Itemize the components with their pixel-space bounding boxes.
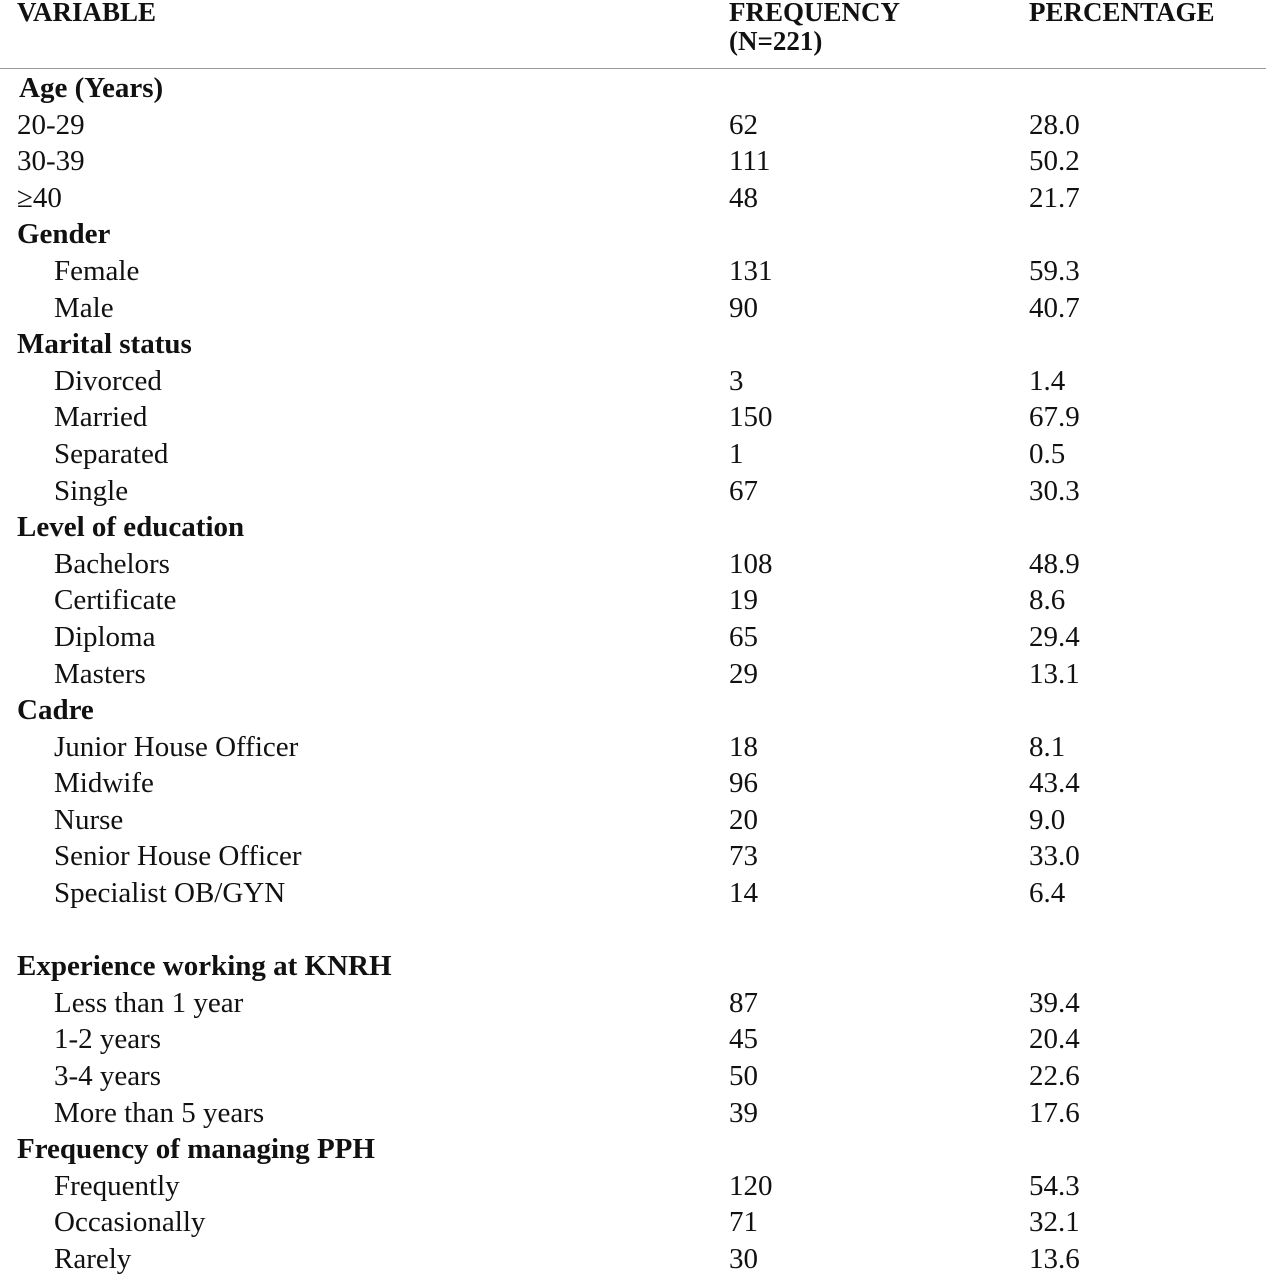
row-frequency: 90 — [729, 291, 758, 324]
row-label: Senior House Officer — [54, 840, 302, 873]
row-label: 20-29 — [17, 108, 85, 141]
row-frequency: 18 — [729, 730, 758, 763]
header-percentage: PERCENTAGE — [1029, 0, 1215, 27]
row-frequency: 50 — [729, 1060, 758, 1093]
table-row — [0, 765, 1266, 802]
row-label: Female — [54, 254, 140, 287]
row-percentage: 13.1 — [1029, 657, 1080, 690]
row-label: Separated — [54, 437, 169, 470]
row-percentage: 8.1 — [1029, 730, 1066, 763]
table-row — [0, 729, 1266, 766]
row-frequency: 39 — [729, 1096, 758, 1129]
row-frequency: 120 — [729, 1169, 773, 1202]
row-frequency: 14 — [729, 877, 758, 910]
row-label: 1-2 years — [54, 1023, 162, 1056]
row-frequency: 108 — [729, 547, 773, 580]
row-percentage: 48.9 — [1029, 547, 1080, 580]
section-title: Experience working at KNRH — [17, 950, 392, 983]
header-frequency-line1: FREQUENCY — [729, 0, 901, 27]
row-label: More than 5 years — [54, 1096, 265, 1129]
row-frequency: 65 — [729, 620, 758, 653]
row-label: Occasionally — [54, 1206, 206, 1239]
table-row — [0, 1204, 1266, 1241]
table-header — [0, 0, 1266, 69]
row-frequency: 150 — [729, 401, 773, 434]
section-title: Marital status — [17, 328, 192, 361]
table-row — [0, 546, 1266, 583]
row-percentage: 54.3 — [1029, 1169, 1080, 1202]
row-label: Specialist OB/GYN — [54, 877, 286, 910]
row-percentage: 17.6 — [1029, 1096, 1080, 1129]
table-row — [0, 1058, 1266, 1095]
table-row — [0, 985, 1266, 1022]
row-frequency: 67 — [729, 474, 758, 507]
row-percentage: 1.4 — [1029, 364, 1066, 397]
row-label: Nurse — [54, 803, 124, 836]
row-label: Rarely — [54, 1243, 132, 1275]
row-percentage: 21.7 — [1029, 181, 1080, 214]
table-row — [0, 363, 1266, 400]
row-percentage: 22.6 — [1029, 1060, 1080, 1093]
section-title: Gender — [17, 218, 111, 251]
row-percentage: 32.1 — [1029, 1206, 1080, 1239]
section-heading — [0, 948, 1266, 985]
row-label: Married — [54, 401, 148, 434]
row-frequency: 87 — [729, 986, 758, 1019]
table-row — [0, 582, 1266, 619]
table-row — [0, 1168, 1266, 1205]
table-row — [0, 290, 1266, 327]
table-row — [0, 143, 1266, 180]
row-label: Masters — [54, 657, 146, 690]
table-row — [0, 180, 1266, 217]
section-heading — [0, 1131, 1266, 1168]
row-percentage: 30.3 — [1029, 474, 1080, 507]
row-frequency: 131 — [729, 254, 773, 287]
row-percentage: 40.7 — [1029, 291, 1080, 324]
row-frequency: 29 — [729, 657, 758, 690]
table-row — [0, 1241, 1266, 1278]
row-frequency: 1 — [729, 437, 744, 470]
row-label: 3-4 years — [54, 1060, 162, 1093]
row-frequency: 96 — [729, 767, 758, 800]
table-row — [0, 1095, 1266, 1132]
section-heading — [0, 509, 1266, 546]
row-frequency: 62 — [729, 108, 758, 141]
row-label: Divorced — [54, 364, 162, 397]
table-row — [0, 399, 1266, 436]
row-percentage: 20.4 — [1029, 1023, 1080, 1056]
table-row — [0, 656, 1266, 693]
section-heading — [0, 216, 1266, 253]
header-variable: VARIABLE — [17, 0, 157, 27]
table-row — [0, 619, 1266, 656]
row-percentage: 6.4 — [1029, 877, 1066, 910]
blank-row — [0, 912, 1266, 949]
header-frequency — [729, 0, 900, 56]
table-body — [0, 70, 1266, 1278]
row-percentage: 59.3 — [1029, 254, 1080, 287]
row-label: Single — [54, 474, 129, 507]
row-label: Bachelors — [54, 547, 170, 580]
row-percentage: 33.0 — [1029, 840, 1080, 873]
row-label: ≥40 — [17, 181, 62, 214]
section-heading — [0, 326, 1266, 363]
section-title: Frequency of managing PPH — [17, 1133, 375, 1166]
table-row — [0, 802, 1266, 839]
row-frequency: 71 — [729, 1206, 758, 1239]
section-heading — [0, 70, 1266, 107]
table-row — [0, 1021, 1266, 1058]
row-frequency: 20 — [729, 803, 758, 836]
table-row — [0, 436, 1266, 473]
row-percentage: 9.0 — [1029, 803, 1066, 836]
row-frequency: 73 — [729, 840, 758, 873]
section-title: Age (Years) — [19, 72, 164, 104]
row-percentage: 28.0 — [1029, 108, 1080, 141]
table-row — [0, 875, 1266, 912]
section-title: Level of education — [17, 511, 245, 544]
row-frequency: 30 — [729, 1243, 758, 1275]
row-percentage: 8.6 — [1029, 584, 1066, 617]
row-frequency: 111 — [729, 145, 771, 178]
row-percentage: 43.4 — [1029, 767, 1080, 800]
row-percentage: 50.2 — [1029, 145, 1080, 178]
row-percentage: 13.6 — [1029, 1243, 1080, 1275]
row-label: Less than 1 year — [54, 986, 244, 1019]
row-frequency: 3 — [729, 364, 744, 397]
row-label: Diploma — [54, 620, 156, 653]
row-frequency: 19 — [729, 584, 758, 617]
row-percentage: 0.5 — [1029, 437, 1066, 470]
row-label: Junior House Officer — [54, 730, 299, 763]
row-percentage: 39.4 — [1029, 986, 1080, 1019]
row-percentage: 29.4 — [1029, 620, 1080, 653]
row-frequency: 48 — [729, 181, 758, 214]
header-frequency-line2: (N=221) — [729, 26, 823, 56]
row-label: Male — [54, 291, 114, 324]
row-label: Certificate — [54, 584, 177, 617]
row-label: 30-39 — [17, 145, 85, 178]
table-row — [0, 107, 1266, 144]
table-row — [0, 473, 1266, 510]
row-frequency: 45 — [729, 1023, 758, 1056]
section-title: Cadre — [17, 694, 94, 727]
table-row — [0, 253, 1266, 290]
table-row — [0, 838, 1266, 875]
row-label: Midwife — [54, 767, 154, 800]
row-percentage: 67.9 — [1029, 401, 1080, 434]
section-heading — [0, 692, 1266, 729]
row-label: Frequently — [54, 1169, 180, 1202]
